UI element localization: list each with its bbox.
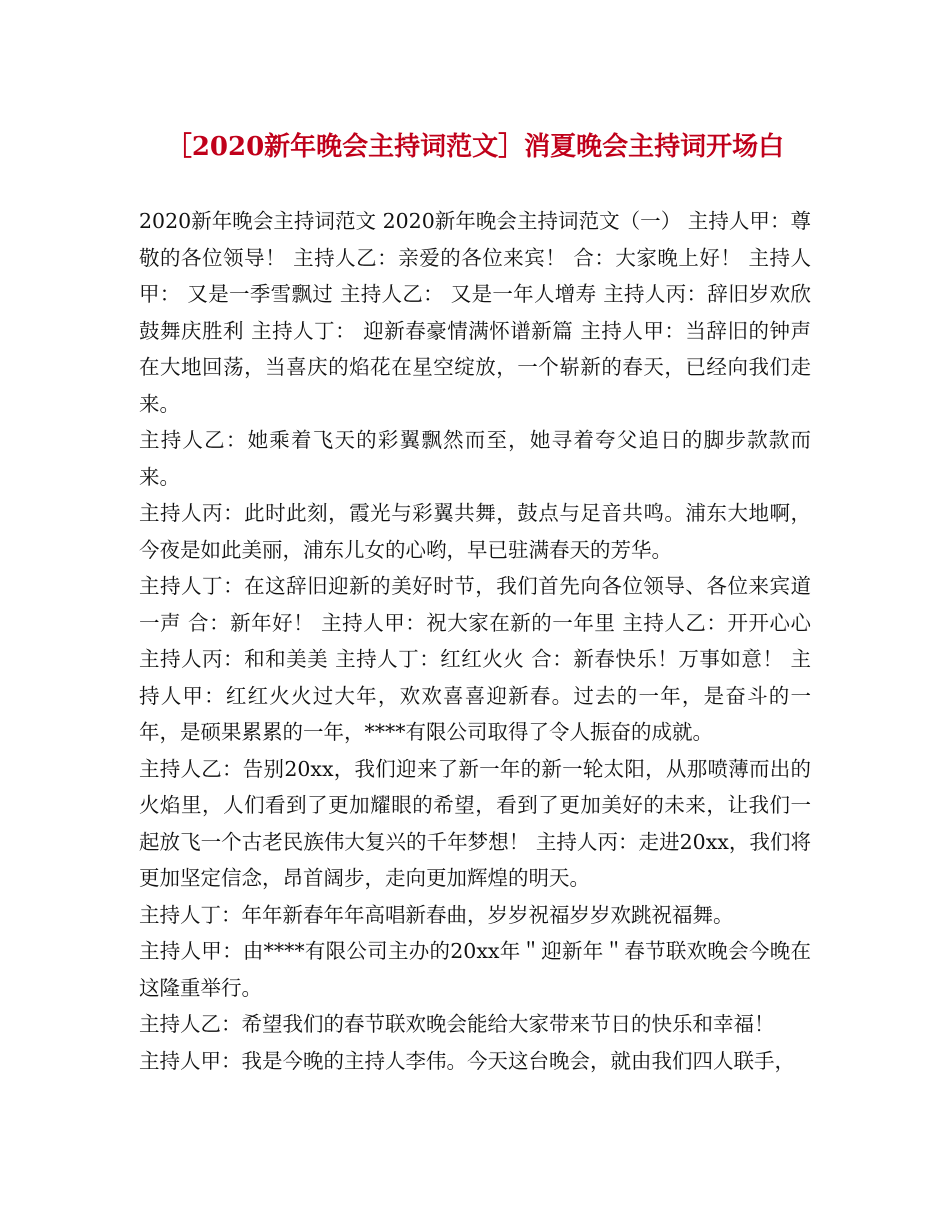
paragraph: 主持人甲：由****有限公司主办的20xx年＂迎新年＂春节联欢晚会今晚在这隆重举行。 bbox=[139, 939, 811, 1000]
document-body bbox=[139, 203, 811, 1079]
paragraph: 主持人丁：年年新春年年高唱新春曲，岁岁祝福岁岁欢跳祝福舞。 bbox=[139, 902, 734, 927]
paragraph: 主持人乙：告别20xx，我们迎来了新一年的新一轮太阳，从那喷薄而出的火焰里，人们看到了更加耀眼的希望，看到了更加美好的未来，让我们一起放飞一个古老民族伟大复兴的千年梦想！ 主持人丙：走进20xx，我们将更加坚定信念，昂首阔步，走向更加辉煌的明天。 bbox=[139, 756, 811, 890]
paragraph: 主持人乙：她乘着飞天的彩翼飘然而至，她寻着夸父追日的脚步款款而来。 bbox=[139, 428, 811, 489]
paragraph: 主持人丙：此时此刻，霞光与彩翼共舞，鼓点与足音共鸣。浦东大地啊，今夜是如此美丽，浦东儿女的心哟，早已驻满春天的芳华。 bbox=[139, 501, 811, 562]
paragraph: 主持人丁：在这辞旧迎新的美好时节，我们首先向各位领导、各位来宾道一声 合：新年好！ 主持人甲：祝大家在新的一年里 主持人乙：开开心心 主持人丙：和和美美 主持人丁：红红火火 合：新春快乐！万事如意！ 主持人甲：红红火火过大年，欢欢喜喜迎新春。过去的一年，是奋斗的一年，是硕果累累的一年，****有限公司取得了令人振奋的成就。 bbox=[139, 574, 811, 744]
paragraph: 主持人乙：希望我们的春节联欢晚会能给大家带来节日的快乐和幸福！ bbox=[139, 1012, 775, 1036]
paragraph: 2020新年晚会主持词范文 2020新年晚会主持词范文（一） 主持人甲：尊敬的各位领导！ 主持人乙：亲爱的各位来宾！ 合：大家晚上好！ 主持人甲： 又是一季雪飘过 主持人乙： 又是一年人增寿 主持人丙：辞旧岁欢欣鼓舞庆胜利 主持人丁： 迎新春豪情满怀谱新篇 主持人甲：当辞旧的钟声在大地回荡，当喜庆的焰花在星空绽放，一个崭新的春天，已经向我们走来。 bbox=[139, 209, 811, 416]
paragraph: 主持人甲：我是今晚的主持人李伟。今天这台晚会，就由我们四人联手， bbox=[139, 1048, 795, 1073]
document-title: ［2020新年晚会主持词范文］消夏晚会主持词开场白 bbox=[165, 132, 785, 162]
